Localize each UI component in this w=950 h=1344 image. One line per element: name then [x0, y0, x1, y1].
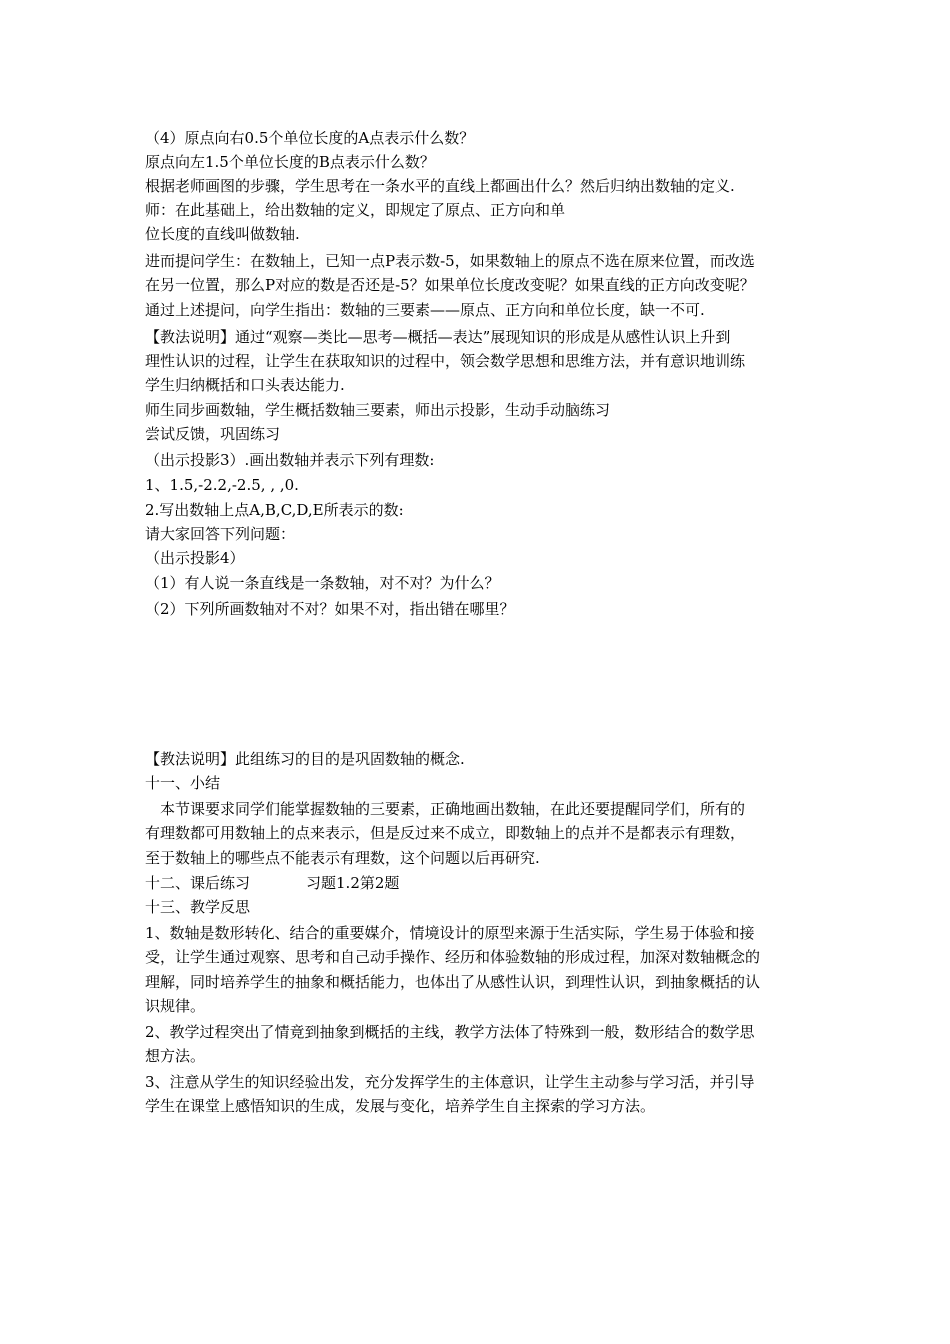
paragraph-line: 有理数都可用数轴上的点来表示，但是反过来不成立，即数轴上的点并不是都表示有理数，: [145, 824, 746, 842]
paragraph-line: 学生在课堂上感悟知识的生成，发展与变化，培养学生自主探索的学习方法。: [145, 1097, 656, 1115]
reflection-paragraph: 2、教学过程突出了情竟到抽象到概括的主线，教学方法体了特殊到一般，数形结合的数学思: [145, 1023, 755, 1041]
reflection-paragraph: 3、注意从学生的知识经验出发，充分发挥学生的主体意识，让学生主动参与学习活，并引导: [145, 1073, 755, 1091]
reflection-paragraph: 1、数轴是数形转化、结合的重要媒介，情境设计的原型来源于生活实际，学生易于体验和接: [145, 924, 755, 942]
question-point-a: （4）原点向右0.5个单位长度的A点表示什么数？: [145, 129, 475, 147]
paragraph-line: 进而提问学生：在数轴上，已知一点P表示数-5，如果数轴上的原点不选在原来位置，而改选: [145, 252, 755, 270]
exercise-item: 1、1.5,-2.2,-2.5, , ,0.: [145, 476, 299, 494]
homework-line: [145, 871, 825, 895]
paragraph-line: 师：在此基础上，给出数轴的定义，即规定了原点、正方向和单: [145, 201, 566, 219]
question-item: （1）有人说一条直线是一条数轴，对不对？为什么？: [145, 574, 500, 592]
paragraph-line: 通过上述提问，向学生指出：数轴的三要素——原点、正方向和单位长度，缺一不可.: [145, 301, 705, 319]
paragraph-line: 理性认识的过程，让学生在获取知识的过程中，领会数学思想和思维方法，并有意识地训练: [145, 352, 746, 370]
summary-paragraph: 本节课要求同学们能掌握数轴的三要素，正确地画出数轴，在此还要提醒同学们，所有的: [145, 800, 746, 818]
paragraph-line: 位长度的直线叫做数轴.: [145, 225, 300, 243]
section-heading: 十一、小结: [145, 774, 221, 792]
paragraph-line: 请大家回答下列问题：: [145, 525, 296, 543]
exercise-item: 2.写出数轴上点A,B,C,D,E所表示的数:: [145, 501, 404, 519]
homework-task: 习题1.2第2题: [306, 874, 400, 892]
paragraph-line: 学生归纳概括和口头表达能力.: [145, 376, 345, 394]
paragraph-line: 尝试反馈，巩固练习: [145, 425, 281, 443]
paragraph-line: 至于数轴上的哪些点不能表示有理数，这个问题以后再研究.: [145, 849, 540, 867]
teaching-note: 【教法说明】通过“观察—类比—思考—概括—表达”展现知识的形成是从感性认识上升到: [145, 328, 731, 346]
teaching-note: 【教法说明】此组练习的目的是巩固数轴的概念.: [145, 750, 465, 768]
paragraph-line: 想方法。: [145, 1047, 206, 1065]
homework-label: 十二、课后练习: [145, 874, 251, 892]
paragraph-line: 师生同步画数轴，学生概括数轴三要素，师出示投影，生动手动脑练习: [145, 401, 611, 419]
exercise-instruction: （出示投影3）.画出数轴并表示下列有理数:: [145, 451, 435, 469]
question-point-b: 原点向左1.5个单位长度的B点表示什么数？: [145, 153, 435, 171]
paragraph-line: 受，让学生通过观察、思考和自己动手操作、经历和体验数轴的形成过程，加深对数轴概念的: [145, 948, 761, 966]
paragraph-line: 理解，同时培养学生的抽象和概括能力，也体出了从感性认识，到理性认识，到抽象概括的认: [145, 973, 761, 991]
paragraph-line: 在另一位置，那么P对应的数是否还是-5？如果单位长度改变呢？如果直线的正方向改变呢？: [145, 276, 755, 294]
section-heading: 十三、教学反思: [145, 898, 251, 916]
paragraph-line: （出示投影4）: [145, 549, 245, 567]
paragraph-line: 根据老师画图的步骤，学生思考在一条水平的直线上都画出什么？然后归纳出数轴的定义.: [145, 177, 735, 195]
paragraph-line: 识规律。: [145, 997, 206, 1015]
question-item: （2）下列所画数轴对不对？如果不对，指出错在哪里？: [145, 600, 515, 618]
